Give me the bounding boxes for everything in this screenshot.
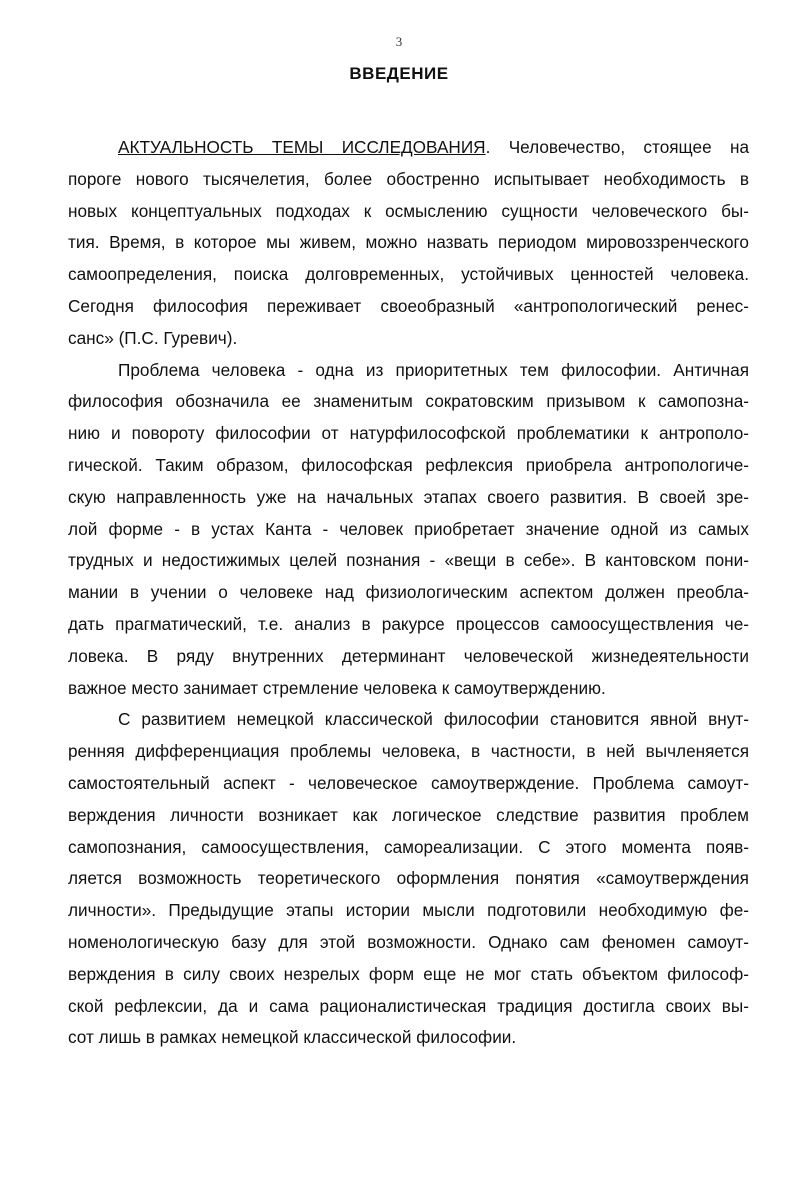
- text-line-fragment: . Человечество, стоящее на: [485, 137, 750, 157]
- text-line: трудных и недостижимых целей познания - «вещи в себе». В кантовском пони-: [68, 550, 749, 571]
- text-line: философия обозначила ее знаменитым сократовским призывом к самопозна-: [68, 391, 749, 412]
- text-line: ренняя дифференциация проблемы человека, в частности, в ней вычленяется: [68, 741, 749, 762]
- text-line: Проблема человека - одна из приоритетных тем философии. Античная: [118, 359, 749, 380]
- text-line: самопознания, самоосуществления, самореализации. С этого момента появ-: [68, 836, 749, 857]
- text-line: ской рефлексии, да и сама рационалистическая традиция достигла своих вы-: [68, 995, 749, 1016]
- paragraph-relevance: [68, 132, 749, 355]
- document-body: [68, 132, 749, 1054]
- text-line: тия. Время, в которое мы живем, можно назвать периодом мировоззренческого: [68, 232, 749, 253]
- text-line: С развитием немецкой классической философии становится явной внут-: [118, 709, 749, 730]
- text-line: личности». Предыдущие этапы истории мысли подготовили необходимую фе-: [68, 900, 749, 921]
- text-line: новых концептуальных подходах к осмыслению сущности человеческого бы-: [68, 200, 749, 221]
- text-line: пороге нового тысячелетия, более обостренно испытывает необходимость в: [68, 168, 749, 189]
- text-line: [68, 132, 749, 164]
- text-line: верждения личности возникает как логическое следствие развития проблем: [68, 804, 749, 825]
- page-title: ВВЕДЕНИЕ: [349, 64, 449, 83]
- text-line: сот лишь в рамках немецкой классической философии.: [68, 1027, 517, 1048]
- text-line: лой форме - в устах Канта - человек приобретает значение одной из самых: [68, 518, 749, 539]
- text-line: скую направленность уже на начальных этапах своего развития. В своей зре-: [68, 486, 749, 507]
- text-line: самоопределения, поиска долговременных, устойчивых ценностей человека.: [68, 264, 749, 285]
- text-line: ляется возможность теоретического оформления понятия «самоутверждения: [68, 868, 749, 889]
- paragraph-german-philosophy: [68, 704, 749, 1054]
- text-line: ловека. В ряду внутренних детерминант человеческой жизнедеятельности: [68, 645, 749, 666]
- text-line: дать прагматический, т.е. анализ в ракурсе процессов самоосуществления че-: [68, 613, 749, 634]
- text-line: санс» (П.С. Гуревич).: [68, 327, 238, 348]
- text-line: верждения в силу своих незрелых форм еще не мог стать объектом философ-: [68, 963, 749, 984]
- text-line: Сегодня философия переживает своеобразный «антропологический ренес-: [68, 295, 749, 316]
- text-line: важное место занимает стремление человека к самоутверждению.: [68, 677, 606, 698]
- section-heading-relevance: АКТУАЛЬНОСТЬ ТЕМЫ ИССЛЕДОВАНИЯ: [118, 137, 486, 157]
- paragraph-problem-of-man: [68, 355, 749, 705]
- text-line: мании в учении о человеке над физиологическим аспектом должен преобла-: [68, 582, 749, 603]
- text-line: гической. Таким образом, философская рефлексия приобрела антропологиче-: [68, 454, 749, 475]
- text-line: номенологическую базу для этой возможности. Однако сам феномен самоут-: [68, 931, 749, 952]
- text-line: самостоятельный аспект - человеческое самоутверждение. Проблема самоут-: [68, 772, 749, 793]
- text-line: нию и повороту философии от натурфилософской проблематики к антрополо-: [68, 423, 749, 444]
- page-number: 3: [395, 34, 403, 49]
